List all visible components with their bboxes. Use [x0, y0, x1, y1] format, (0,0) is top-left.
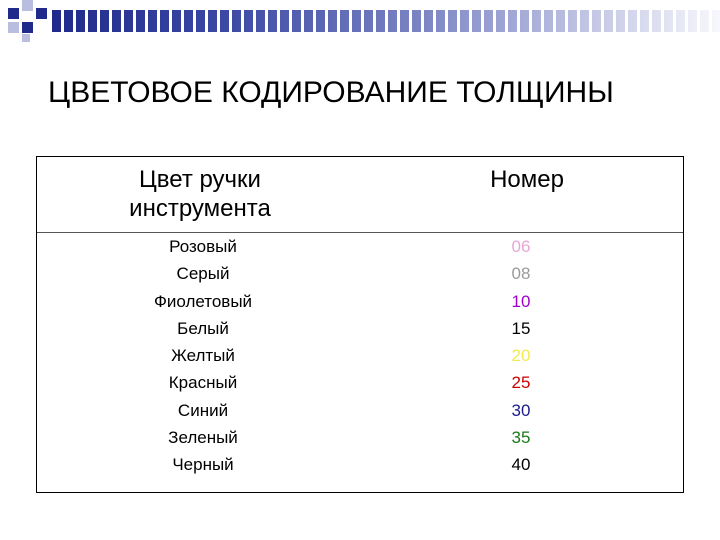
handle-color-cell: Фиолетовый [153, 291, 253, 311]
table-row [37, 233, 683, 260]
table-row [37, 315, 683, 342]
handle-color-cell: Синий [177, 400, 229, 420]
size-number-cell: 06 [511, 237, 531, 256]
size-number-cell: 10 [511, 291, 531, 311]
decor-square [36, 8, 47, 19]
table-body [37, 233, 683, 479]
table-row [37, 369, 683, 396]
size-number-cell: 08 [511, 264, 531, 284]
table-header [37, 157, 683, 233]
header-number-column: Номер [490, 166, 564, 193]
table-row [37, 288, 683, 315]
handle-color-cell: Белый [177, 318, 229, 338]
decor-square [8, 8, 19, 19]
table-row [37, 451, 683, 478]
handle-color-cell: Розовый [169, 237, 237, 256]
table-row [37, 397, 683, 424]
header-decoration [0, 0, 720, 44]
size-number-cell: 40 [511, 455, 531, 475]
decor-square [8, 22, 19, 33]
size-number-cell: 25 [511, 373, 531, 393]
table-row [37, 342, 683, 369]
decor-square [22, 22, 33, 33]
size-number-cell: 30 [511, 400, 531, 420]
handle-color-cell: Серый [176, 264, 230, 284]
header-color-column: Цвет ручки инструмента [129, 166, 271, 222]
decor-square [22, 34, 30, 42]
size-number-cell: 20 [511, 346, 531, 366]
decor-square [22, 0, 33, 11]
table-row [37, 424, 683, 451]
handle-color-cell: Желтый [171, 346, 235, 366]
size-number-cell: 35 [511, 428, 531, 448]
handle-color-cell: Черный [172, 455, 234, 475]
table-row [37, 260, 683, 287]
handle-color-cell: Зеленый [168, 428, 238, 448]
size-number-cell: 15 [511, 318, 531, 338]
slide-title: ЦВЕТОВОЕ КОДИРОВАНИЕ ТОЛЩИНЫ [48, 76, 614, 109]
thickness-table [36, 156, 684, 493]
gradient-stripe-bar [52, 10, 720, 32]
handle-color-cell: Красный [168, 373, 238, 393]
